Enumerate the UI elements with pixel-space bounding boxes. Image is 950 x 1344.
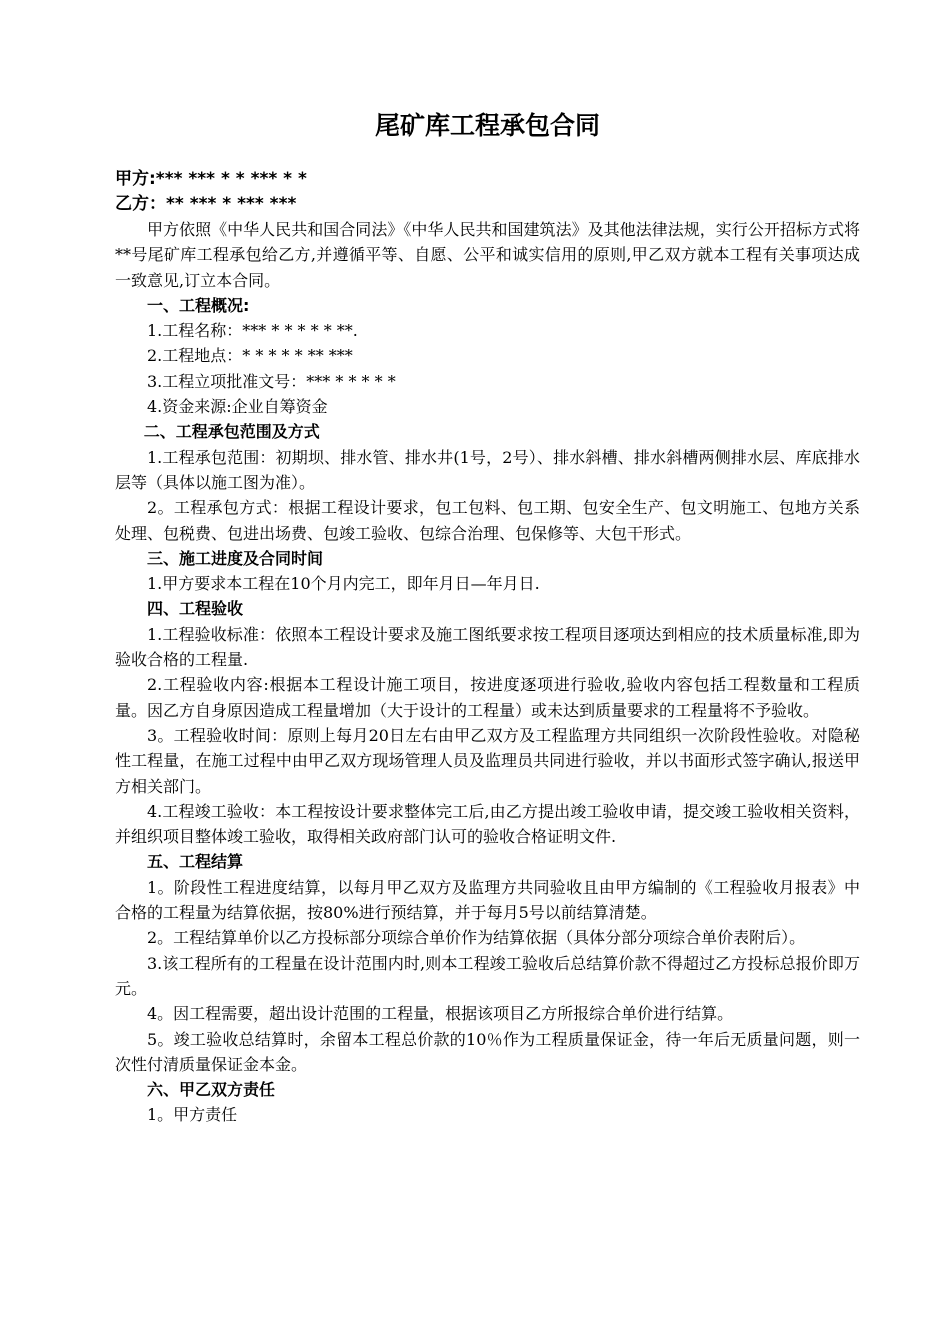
section-acceptance [115, 596, 860, 849]
overview-item-location: 2.工程地点：* * * * * ** *** [147, 346, 353, 366]
section-heading: 六、甲乙双方责任 [147, 1080, 276, 1100]
section-settlement [115, 849, 860, 1077]
settlement-item-extra: 4。因工程需要，超出设计范围的工程量，根据该项目乙方所报综合单价进行结算。 [147, 1004, 734, 1024]
document-body [115, 167, 860, 1128]
intro-paragraph: 甲方依照《中华人民共和国合同法》《中华人民共和国建筑法》及其他法律法规，实行公开招标方式将**号尾矿库工程承包给乙方,并遵循平等、自愿、公平和诚实信用的原则,甲乙双方就本工程有关事项达成一致意见,订立本合同。 [115, 220, 860, 290]
settlement-item-warranty: 5。竣工验收总结算时，余留本工程总价款的10％作为工程质量保证金，待一年后无质量问题，则一次性付清质量保证金本金。 [115, 1029, 860, 1074]
party-a: 甲方:*** *** * * *** * * [115, 169, 307, 189]
overview-item-funding: 4.资金来源:企业自筹资金 [147, 397, 328, 417]
section-scope [115, 419, 860, 545]
scope-item-range: 1.工程承包范围：初期坝、排水管、排水井(1号，2号）、排水斜槽、排水斜槽两侧排水层、库底排水层等（具体以施工图为准）。 [115, 447, 860, 492]
overview-item-approval: 3.工程立项批准文号：*** * * * * * [147, 371, 396, 391]
settlement-item-total: 3.该工程所有的工程量在设计范围内时,则本工程竣工验收后总结算价款不得超过乙方投标总报价即万元。 [115, 953, 860, 998]
section-heading: 二、工程承包范围及方式 [143, 422, 320, 442]
overview-item-name: 1.工程名称：*** * * * * * **. [147, 321, 358, 341]
section-schedule [115, 546, 860, 597]
acceptance-item-standard: 1.工程验收标准：依照本工程设计要求及施工图纸要求按工程项目逐项达到相应的技术质量标准,即为验收合格的工程量. [115, 624, 860, 670]
responsibility-item-party-a: 1。甲方责任 [147, 1105, 238, 1125]
scope-item-method: 2。工程承包方式：根据工程设计要求，包工包料、包工期、包安全生产、包文明施工、包地方关系处理、包税费、包进出场费、包竣工验收、包综合治理、包保修等、大包干形式。 [115, 498, 860, 543]
section-heading: 一、工程概况: [147, 295, 250, 315]
acceptance-item-time: 3。工程验收时间：原则上每月20日左右由甲乙双方及工程监理方共同组织一次阶段性验收。对隐秘性工程量，在施工过程中由甲乙双方现场管理人员及监理员共同进行验收，并以书面形式签字确认,报送甲方相关部门。 [115, 725, 860, 796]
acceptance-item-completion: 4.工程竣工验收：本工程按设计要求整体完工后,由乙方提出竣工验收申请，提交竣工验收相关资料，并组织项目整体竣工验收，取得相关政府部门认可的验收合格证明文件. [115, 801, 860, 847]
settlement-item-unit-price: 2。工程结算单价以乙方投标部分项综合单价作为结算依据（具体分部分项综合单价表附后）。 [147, 928, 806, 948]
acceptance-item-content: 2.工程验收内容:根据本工程设计施工项目，按进度逐项进行验收,验收内容包括工程数量和工程质量。因乙方自身原因造成工程量增加（大于设计的工程量）或未达到质量要求的工程量将不予验收。 [115, 675, 860, 720]
document-title: 尾矿库工程承包合同 [374, 111, 600, 140]
section-overview [115, 293, 860, 419]
section-heading: 三、施工进度及合同时间 [147, 548, 324, 568]
section-heading: 四、工程验收 [147, 599, 244, 619]
schedule-item: 1.甲方要求本工程在10个月内完工，即年月日—年月日. [147, 574, 540, 594]
settlement-item-progress: 1。阶段性工程进度结算，以每月甲乙双方及监理方共同验收且由甲方编制的《工程验收月报表》中合格的工程量为结算依据，按80%进行预结算，并于每月5号以前结算清楚。 [115, 877, 860, 923]
section-responsibilities [115, 1077, 860, 1128]
section-heading: 五、工程结算 [147, 852, 244, 872]
party-b: 乙方：** *** * *** *** [115, 194, 297, 214]
